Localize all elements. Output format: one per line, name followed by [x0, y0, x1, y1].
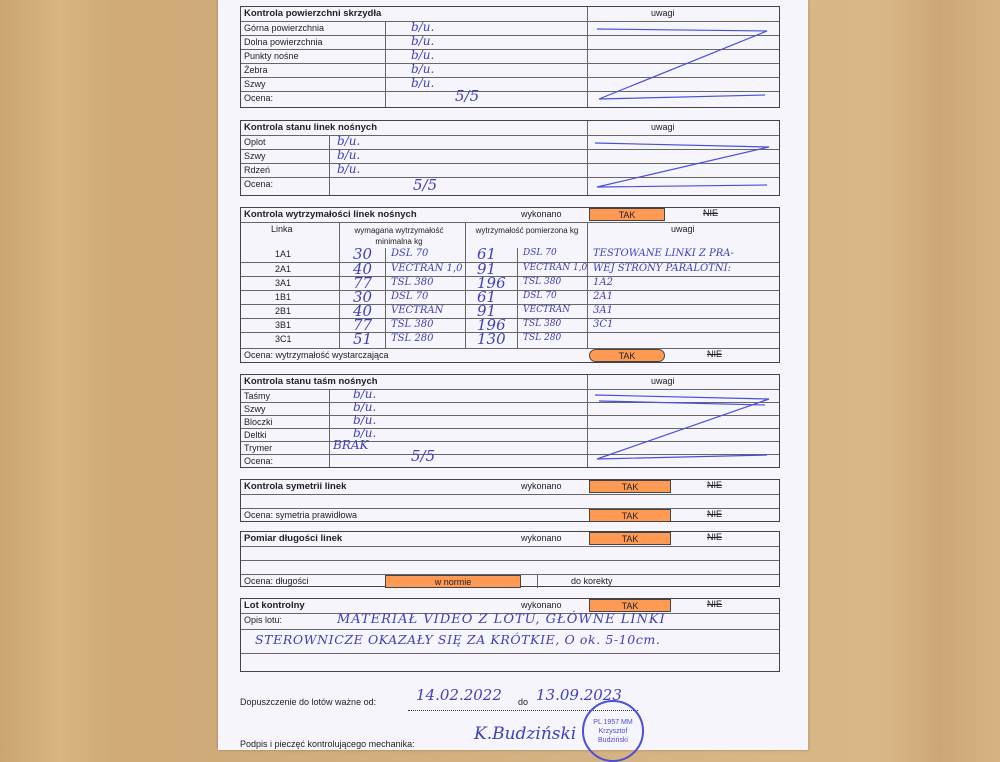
z-strike-mark — [587, 21, 779, 107]
row-label: Górna powierzchnia — [244, 23, 325, 33]
flight-desc-label: Opis lotu: — [244, 615, 283, 625]
strength-line-row — [241, 304, 779, 318]
measured-value: 130 — [477, 330, 506, 348]
line-length-section — [240, 531, 780, 587]
measured-material: DSL 70 — [523, 291, 557, 301]
line-name: 3A1 — [275, 278, 292, 288]
section-title: Kontrola stanu taśm nośnych — [244, 376, 378, 387]
riser-condition-section — [240, 374, 780, 468]
yes-option[interactable]: TAK — [589, 208, 665, 221]
col-line-header: Linka — [271, 224, 293, 234]
flight-note-line2: STEROWNICZE OKAZAŁY SIĘ ZA KRÓTKIE, O ok. 5-10cm. — [255, 632, 661, 647]
no-option[interactable]: NIE — [707, 532, 723, 542]
measured-material: TSL 380 — [523, 319, 562, 329]
measured-material: VECTRAN 1,0 — [523, 263, 588, 273]
valid-to-label: do — [518, 697, 529, 707]
line-remark: 1A2 — [593, 277, 613, 288]
row-label: Dolna powierzchnia — [244, 37, 323, 47]
section-title: Lot kontrolny — [244, 600, 305, 611]
row-label: Szwy — [244, 79, 266, 89]
signature-label: Podpis i pieczęć kontrolującego mechanika: — [240, 739, 415, 749]
row-label: Ocena: — [244, 179, 274, 189]
line-name: 1B1 — [275, 292, 292, 302]
wing-surface-section — [240, 6, 780, 108]
line-remark: TESTOWANE LINKI Z PRA- — [593, 248, 734, 259]
remarks-header: uwagi — [651, 8, 675, 18]
handwritten-mark: b/u. — [337, 162, 361, 176]
inspection-form — [218, 0, 808, 750]
done-label: wykonano — [521, 600, 562, 610]
section-title: Kontrola stanu linek nośnych — [244, 122, 378, 133]
col-remarks-header: uwagi — [671, 224, 695, 234]
row-label: Bloczki — [244, 417, 273, 427]
measured-value: 61 — [477, 288, 497, 306]
strength-line-row — [241, 276, 779, 290]
required-value: 40 — [353, 260, 373, 278]
col-required-header: wymagana wytrzymałość minimalna kg — [354, 226, 444, 246]
handwritten-score: 5/5 — [413, 176, 438, 194]
handwritten-mark: b/u. — [353, 400, 377, 414]
strength-line-row — [241, 262, 779, 276]
section-title: Kontrola symetrii linek — [244, 481, 347, 492]
row-label: Deltki — [244, 430, 267, 440]
length-verdict: Ocena: długości — [244, 576, 309, 586]
handwritten-mark: b/u. — [353, 426, 377, 440]
mechanic-signature: K.Budziński — [474, 724, 577, 744]
col-measured-header: wytrzymałość pomierzona kg — [475, 226, 579, 235]
valid-from-date: 14.02.2022 — [416, 686, 502, 704]
required-material: VECTRAN 1,0 — [391, 263, 463, 274]
row-label: Punkty nośne — [244, 51, 299, 61]
mechanic-stamp: PL 1957 MM Krzysztof Budziński — [582, 700, 644, 762]
handwritten-mark: b/u. — [337, 134, 361, 148]
measured-material: TSL 380 — [523, 277, 562, 287]
measured-value: 91 — [477, 260, 497, 278]
required-value: 30 — [353, 288, 373, 306]
verdict-no-option[interactable]: NIE — [707, 349, 723, 359]
measured-value: 61 — [477, 245, 497, 263]
remarks-header: uwagi — [651, 122, 675, 132]
row-label: Oplot — [244, 137, 266, 147]
required-value: 77 — [353, 274, 373, 292]
line-name: 3B1 — [275, 320, 292, 330]
no-option[interactable]: NIE — [707, 599, 723, 609]
flight-note-line1: MATERIAŁ VIDEO Z LOTU, GŁÓWNE LINKI — [337, 612, 666, 627]
required-value: 51 — [353, 330, 373, 348]
line-remark: 3A1 — [593, 305, 613, 316]
verdict-yes-option[interactable]: TAK — [589, 509, 671, 522]
test-flight-section — [240, 598, 780, 672]
handwritten-mark: b/u. — [411, 48, 435, 62]
handwritten-mark: b/u. — [411, 62, 435, 76]
z-strike-mark — [587, 135, 779, 195]
measured-material: DSL 70 — [523, 248, 557, 258]
row-label: Rdzeń — [244, 165, 271, 175]
row-label: Ocena: — [244, 456, 274, 466]
required-value: 30 — [353, 245, 373, 263]
handwritten-mark: b/u. — [411, 76, 435, 90]
handwritten-mark: b/u. — [337, 148, 361, 162]
line-name: 1A1 — [275, 249, 292, 259]
line-name: 3C1 — [275, 334, 292, 344]
strength-verdict: Ocena: wytrzymałość wystarczająca — [244, 350, 389, 360]
no-option[interactable]: NIE — [707, 480, 723, 490]
required-value: 77 — [353, 316, 373, 334]
in-norm-option[interactable]: w normie — [385, 575, 521, 588]
remarks-header: uwagi — [651, 376, 675, 386]
section-title: Pomiar długości linek — [244, 533, 343, 544]
required-value: 40 — [353, 302, 373, 320]
line-remark: 2A1 — [593, 291, 613, 302]
row-label: Ocena: — [244, 93, 274, 103]
handwritten-mark: b/u. — [411, 34, 435, 48]
to-correct-option[interactable]: do korekty — [571, 576, 613, 586]
measured-material: TSL 280 — [523, 333, 562, 343]
required-material: TSL 280 — [391, 333, 434, 344]
yes-option[interactable]: TAK — [589, 599, 671, 612]
done-label: wykonano — [521, 209, 562, 219]
measured-material: VECTRAN — [523, 305, 571, 315]
required-material: TSL 380 — [391, 277, 434, 288]
handwritten-score: 5/5 — [411, 447, 436, 465]
handwritten-mark: b/u. — [353, 387, 377, 401]
required-material: TSL 380 — [391, 319, 434, 330]
row-label: Żebra — [244, 65, 268, 75]
section-title: Kontrola powierzchni skrzydła — [244, 8, 382, 19]
line-strength-section — [240, 207, 780, 363]
yes-option[interactable]: TAK — [589, 480, 671, 493]
required-material: DSL 70 — [391, 291, 429, 302]
yes-option[interactable]: TAK — [589, 532, 671, 545]
line-symmetry-section — [240, 479, 780, 522]
no-option[interactable]: NIE — [703, 208, 719, 218]
required-material: DSL 70 — [391, 248, 429, 259]
measured-value: 196 — [477, 274, 506, 292]
handwritten-mark: b/u. — [353, 413, 377, 427]
handwritten-mark: b/u. — [411, 20, 435, 34]
line-name: 2A1 — [275, 264, 292, 274]
z-strike-mark — [587, 389, 779, 467]
strength-line-row — [241, 332, 779, 346]
row-label: Trymer — [244, 443, 273, 453]
handwritten-mark: BRAK — [333, 438, 369, 452]
validity-label: Dopuszczenie do lotów ważne od: — [240, 697, 377, 707]
done-label: wykonano — [521, 481, 562, 491]
verdict-yes-option[interactable]: TAK — [589, 349, 665, 362]
strength-line-row — [241, 245, 779, 263]
strength-line-row — [241, 318, 779, 332]
required-material: VECTRAN — [391, 305, 444, 316]
valid-to-date: 13.09.2023 — [536, 686, 622, 704]
measured-value: 91 — [477, 302, 497, 320]
measured-value: 196 — [477, 316, 506, 334]
row-label: Taśmy — [244, 391, 271, 401]
symmetry-verdict: Ocena: symetria prawidłowa — [244, 510, 358, 520]
line-name: 2B1 — [275, 306, 292, 316]
strength-line-row — [241, 290, 779, 304]
section-title: Kontrola wytrzymałości linek nośnych — [244, 209, 417, 220]
line-remark: 3C1 — [593, 319, 614, 330]
verdict-no-option[interactable]: NIE — [707, 509, 723, 519]
done-label: wykonano — [521, 533, 562, 543]
row-label: Szwy — [244, 151, 266, 161]
line-remark: WEJ STRONY PARALOTNI: — [593, 263, 731, 274]
handwritten-score: 5/5 — [455, 87, 480, 105]
row-label: Szwy — [244, 404, 266, 414]
line-condition-section — [240, 120, 780, 196]
